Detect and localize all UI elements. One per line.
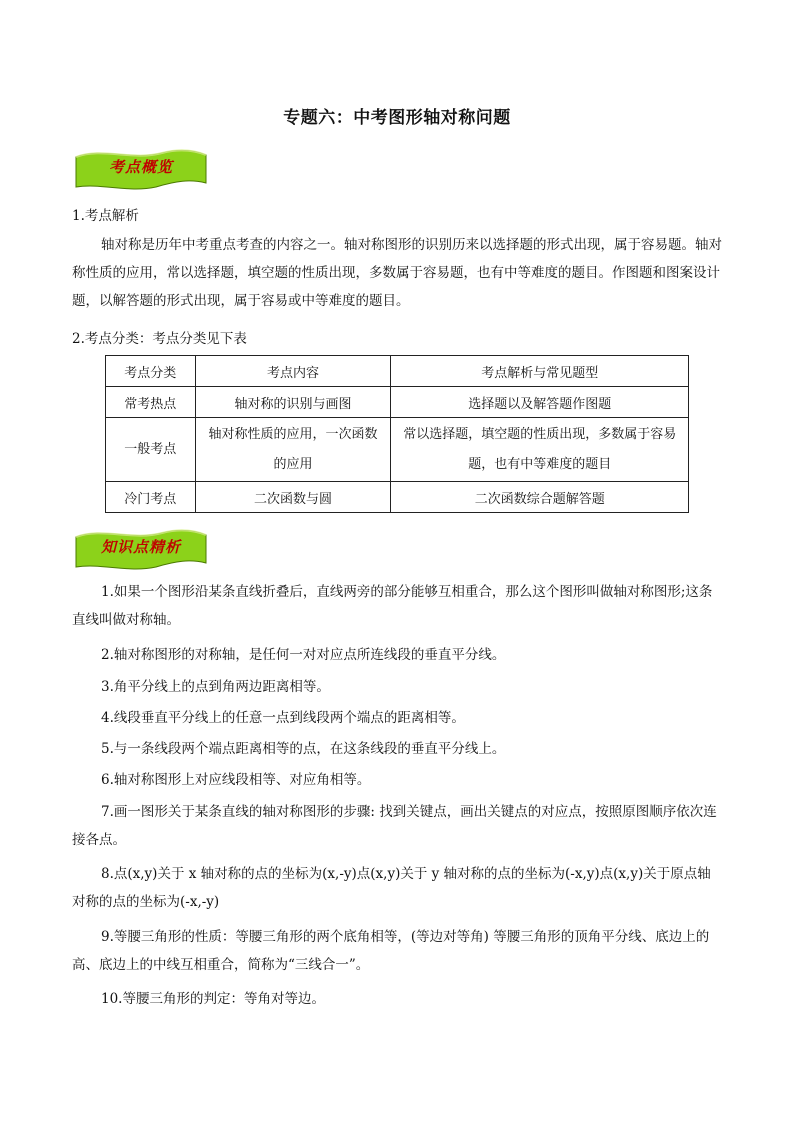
heading-analysis: 1.考点解析 [72, 208, 139, 224]
knowledge-item-7: 7.画一图形关于某条直线的轴对称图形的步骤: 找到关键点，画出关键点的对应点，按照原图顺序依次连接各点。 [72, 804, 717, 848]
classification-table [105, 355, 689, 513]
section-banner-knowledge [72, 527, 210, 571]
table-cell: 一般考点 [106, 418, 196, 482]
table-header-row [106, 356, 689, 387]
intro-paragraph: 轴对称是历年中考重点考查的内容之一。轴对称图形的识别历来以选择题的形式出现，属于容易题。轴对称性质的应用，常以选择题，填空题的性质出现，多数属于容易题，也有中等难度的题目。作图题和图案设计题，以解答题的形式出现，属于容易或中等难度的题目。 [72, 237, 722, 309]
knowledge-item-9: 9.等腰三角形的性质：等腰三角形的两个底角相等，(等边对等角) 等腰三角形的顶角平分线、底边上的高、底边上的中线互相重合，简称为“三线合一”。 [72, 929, 710, 973]
table-cell: 轴对称性质的应用，一次函数的应用 [195, 418, 391, 482]
knowledge-item-5: 5.与一条线段两个端点距离相等的点，在这条线段的垂直平分线上。 [101, 741, 506, 757]
knowledge-item-2: 2.轴对称图形的对称轴，是任何一对对应点所连线段的垂直平分线。 [101, 647, 506, 663]
knowledge-item-8: 8.点(x,y)关于 x 轴对称的点的坐标为(x,-y)点(x,y)关于 y 轴对称的点的坐标为(-x,y)点(x,y)关于原点轴对称的点的坐标为(-x,-y) [72, 866, 711, 910]
table-cell: 冷门考点 [106, 482, 196, 513]
knowledge-item-1: 1.如果一个图形沿某条直线折叠后，直线两旁的部分能够互相重合，那么这个图形叫做轴对称图形;这条直线叫做对称轴。 [72, 584, 713, 628]
table-row [106, 387, 689, 418]
banner-label: 知识点精析 [100, 538, 181, 556]
heading-classification: 2.考点分类：考点分类见下表 [72, 331, 247, 347]
table-header-cell: 考点解析与常见题型 [391, 356, 689, 387]
section-banner-overview [72, 147, 210, 191]
table-cell: 选择题以及解答题作图题 [391, 387, 689, 418]
knowledge-item-3: 3.角平分线上的点到角两边距离相等。 [101, 679, 330, 695]
table-cell: 二次函数综合题解答题 [391, 482, 689, 513]
table-header-cell: 考点内容 [195, 356, 391, 387]
table-cell: 二次函数与圆 [195, 482, 391, 513]
table-row [106, 418, 689, 482]
table-row [106, 482, 689, 513]
table-cell: 常以选择题，填空题的性质出现，多数属于容易题，也有中等难度的题目 [391, 418, 689, 482]
table-header-cell: 考点分类 [106, 356, 196, 387]
table-cell: 轴对称的识别与画图 [195, 387, 391, 418]
knowledge-item-4: 4.线段垂直平分线上的任意一点到线段两个端点的距离相等。 [101, 710, 465, 726]
page-title: 专题六：中考图形轴对称问题 [283, 108, 511, 128]
knowledge-item-6: 6.轴对称图形上对应线段相等、对应角相等。 [101, 772, 371, 788]
table-cell: 常考热点 [106, 387, 196, 418]
banner-label: 考点概览 [108, 158, 173, 176]
knowledge-item-10: 10.等腰三角形的判定：等角对等边。 [101, 991, 325, 1007]
